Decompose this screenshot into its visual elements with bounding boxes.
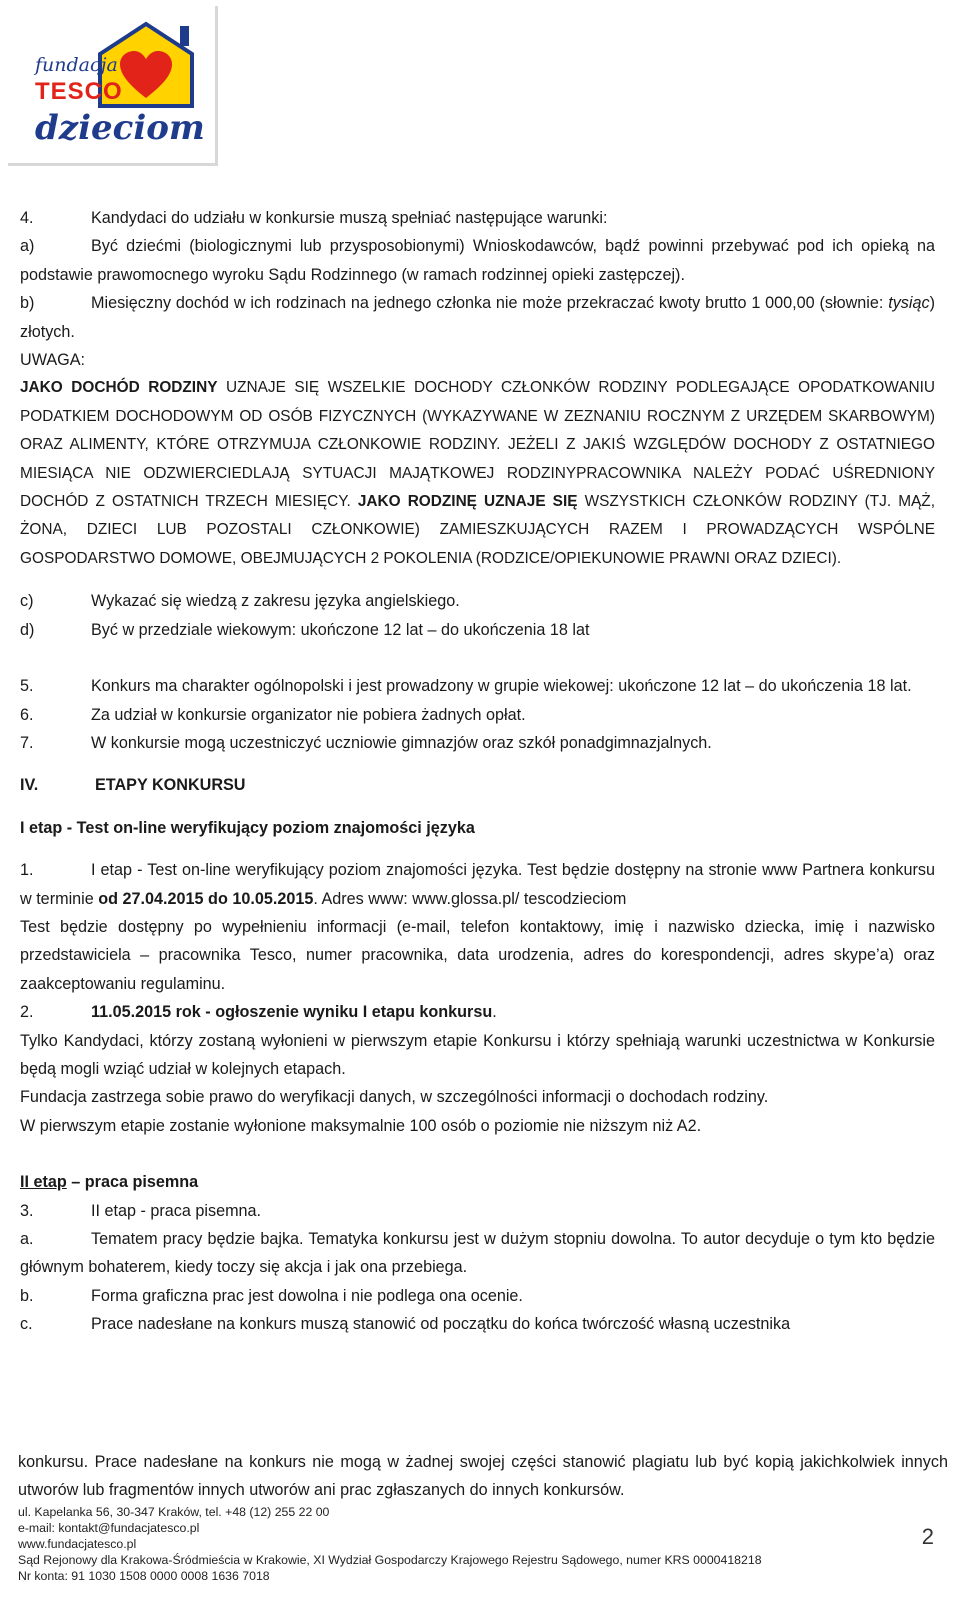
section-iv-heading: IV. ETAPY KONKURSU (20, 776, 246, 795)
income-note: JAKO DOCHÓD RODZINY UZNAJE SIĘ WSZELKIE DOCHODY CZŁONKÓW RODZINY PODLEGAJĄCE OPODATKOWANIU PODATKIEM DOCHODOWYM OD OSÓB FIZYCZNYCH (WYKAZYWANE W ZEZNANIU ROCZNYM Z URZĘDEM SKARBOWYM) ORAZ ALIMENTY, KTÓRE OTRZYMUJA CZŁONKOWIE RODZINY. JEŻELI Z JAKIŚ WZGLĘDÓW DOCHODY Z OSTATNIEGO MIESIĄCA NIE ODZWIERCIEDLAJĄ SYTUACJI MAJĄTKOWEJ RODZINYPRACOWNIKA NALEŻY PODAĆ UŚREDNIONY DOCHÓD Z OSTATNICH TRZECH MIESIĘCY. JAKO RODZINĘ UZNAJE SIĘ WSZYSTKICH CZŁONKÓW RODZINY (TJ. MĄŻ, ŻONA, DZIECI LUB POZOSTALI CZŁONKOWIE) ZAMIESZKUJĄCYCH RAZEM I PROWADZĄCYCH WSPÓLNE GOSPODARSTWO DOMOWE, OBEJMUJĄCYCH 2 POKOLENIA (RODZICE/OPIEKUNOWIE PRAWNI ORAZ DZIECI). (20, 379, 935, 567)
footer-court: Sąd Rejonowy dla Krakowa-Śródmieścia w Krakowie, XI Wydział Gospodarczy Krajowego Rejestru Sądowego, numer KRS 0000418218 (18, 1553, 762, 1567)
stage-1-candidates: Tylko Kandydaci, którzy zostaną wyłonieni w pierwszym etapie Konkursu i którzy spełniają warunki uczestnictwa w Konkursie będą mogli wziąć udział w kolejnych etapach. (20, 1031, 935, 1078)
document-body (20, 204, 935, 1339)
item-4a: a) Być dziećmi (biologicznymi lub przysposobionymi) Wnioskodawców, bądź powinni przebywać pod ich opieką na podstawie prawomocnego wyroku Sądu Rodzinnego (w ramach rodzinnej opieki zastępczej). (20, 237, 935, 284)
stage-1-limit: W pierwszym etapie zostanie wyłonione maksymalnie 100 osób o poziomie nie niższym niż A2. (20, 1116, 702, 1135)
uwaga-label: UWAGA: (20, 351, 86, 370)
item-4: 4. Kandydaci do udziału w konkursie muszą spełniać następujące warunki: (20, 209, 608, 227)
stage-1-verification: Fundacja zastrzega sobie prawo do weryfikacji danych, w szczególności informacji o dochodach rodziny. (20, 1088, 769, 1107)
item-7: 7. W konkursie mogą uczestniczyć uczniowie gimnazjów oraz szkół ponadgimnazjalnych. (20, 733, 712, 752)
stage-2-point-c: c. Prace nadesłane na konkurs muszą stanowić od początku do końca twórczość własną uczestnika (20, 1315, 791, 1334)
stage-2-point-3: 3. II etap - praca pisemna. (20, 1201, 262, 1220)
page-footer (18, 1448, 948, 1584)
stage-1-heading: I etap - Test on-line weryfikujący poziom znajomości języka (20, 818, 475, 837)
stage-2-heading: II etap – praca pisemna (20, 1173, 199, 1192)
page-number: 2 (921, 1524, 934, 1549)
logo-line-1: fundacja (35, 54, 118, 76)
item-6: 6. Za udział w konkursie organizator nie pobiera żadnych opłat. (20, 705, 526, 724)
logo-line-2: TESCO (35, 78, 123, 105)
item-4d: d) Być w przedziale wiekowym: ukończone 12 lat – do ukończenia 18 lat (20, 620, 590, 639)
footer-www: www.fundacjatesco.pl (18, 1537, 137, 1551)
stage-1-test-info: Test będzie dostępny po wypełnieniu informacji (e-mail, telefon kontaktowy, imię i nazwisko dziecka, imię i nazwisko przedstawiciela – pracownika Tesco, numer pracownika, data urodzenia, adres do korespondencji, adres skype’a) oraz zaakceptowaniu regulaminu. (20, 917, 935, 993)
item-4c: c) Wykazać się wiedzą z zakresu języka angielskiego. (20, 592, 460, 611)
stage-2-point-a: a. Tematem pracy będzie bajka. Tematyka konkursu jest w dużym stopniu dowolna. To autor decyduje o tym kto będzie głównym bohaterem, kiedy toczy się akcja i jak ona przebiega. (20, 1230, 935, 1277)
stage-1-point-1: 1. I etap - Test on-line weryfikujący poziom znajomości języka. Test będzie dostępny na stronie www Partnera konkursu w terminie od 27.04.2015 do 10.05.2015. Adres www: www.glossa.pl/ tescodzieciom (20, 861, 935, 908)
item-4b: b) Miesięczny dochód w ich rodzinach na jednego członka nie może przekraczać kwoty brutto 1 000,00 (słownie: tysiąc) złotych. (20, 294, 935, 341)
stage-2-point-b: b. Forma graficzna prac jest dowolna i nie podlega ona ocenie. (20, 1286, 523, 1305)
footer-email: e-mail: kontakt@fundacjatesco.pl (18, 1521, 200, 1535)
logo-line-3: dzieciom (35, 108, 205, 148)
foundation-logo (8, 6, 218, 166)
stage-2-point-c-continued: konkursu. Prace nadesłane na konkurs nie mogą w żadnej swojej części stanowić plagiatu lub być kopią jakichkolwiek innych utworów lub fragmentów innych utworów ani prac zgłaszanych do innych konkursów. (18, 1453, 948, 1499)
footer-address: ul. Kapelanka 56, 30-347 Kraków, tel. +48 (12) 255 22 00 (18, 1505, 330, 1519)
item-5: 5. Konkurs ma charakter ogólnopolski i jest prowadzony w grupie wiekowej: ukończone 12 lat – do ukończenia 18 lat. (20, 677, 912, 696)
footer-account: Nr konta: 91 1030 1508 0000 0008 1636 7018 (18, 1569, 270, 1583)
stage-1-point-2: 2. 11.05.2015 rok - ogłoszenie wyniku I etapu konkursu. (20, 1003, 497, 1022)
